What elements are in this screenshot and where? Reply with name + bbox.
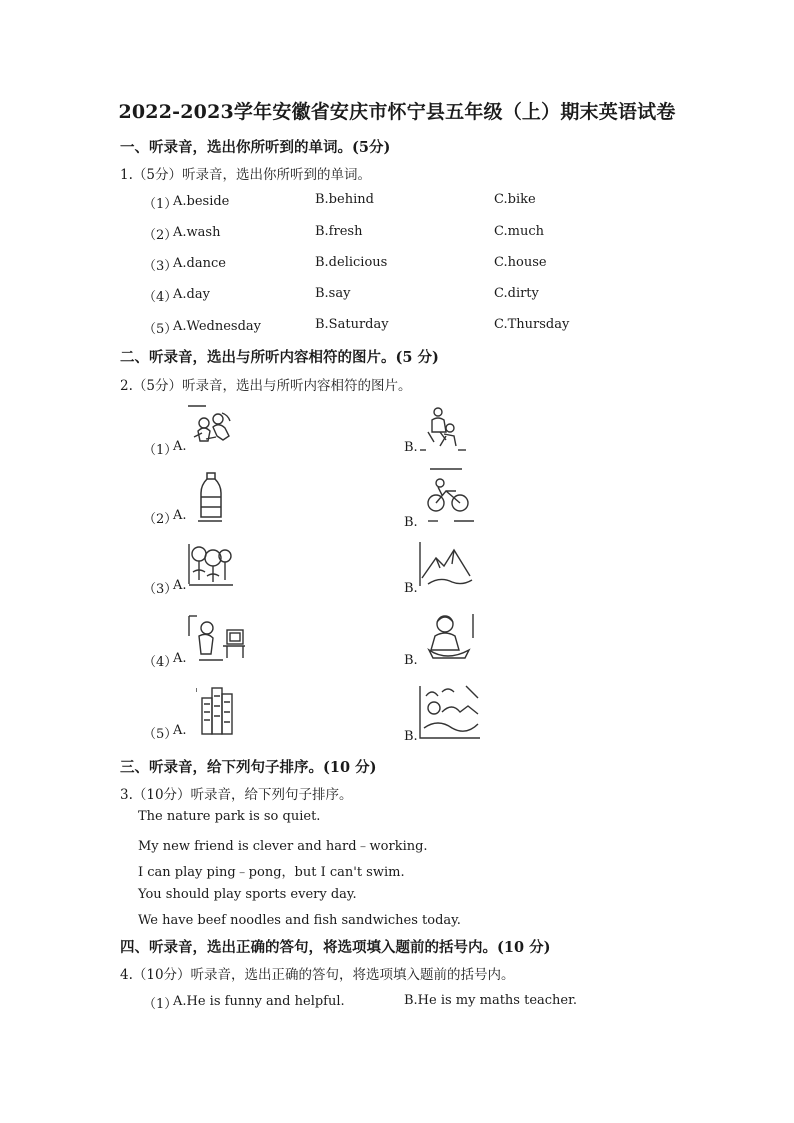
answer-row-num: （1） <box>143 997 178 1012</box>
mountains-icon <box>418 540 476 588</box>
people-talking-icon <box>186 403 236 451</box>
option-row-num: （3） <box>143 259 178 274</box>
sentence-item: I can play ping﹣pong，but I can't swim. <box>138 865 405 880</box>
picture-option-a: A. <box>173 651 187 666</box>
option-a: A.day <box>173 287 210 302</box>
bottle-icon <box>198 471 224 523</box>
question-1: 1.（5分）听录音，选出你所听到的单词。 <box>120 167 371 183</box>
sentence-item: The nature park is so quiet. <box>138 809 321 824</box>
option-b: B.say <box>315 286 351 301</box>
option-row-num: （5） <box>143 322 178 337</box>
option-row-num: （2） <box>143 228 178 243</box>
question-2: 2.（5分）听录音，选出与所听内容相符的图片。 <box>120 378 412 394</box>
tall-buildings-icon <box>196 684 240 736</box>
picture-row-num: （4） <box>143 655 178 670</box>
section-2-heading: 二、听录音，选出与所听内容相符的图片。(5 分) <box>120 349 439 366</box>
option-row-num: （1） <box>143 197 178 212</box>
option-c: C.house <box>494 255 547 270</box>
sentence-item: We have beef noodles and fish sandwiches today. <box>138 913 461 928</box>
section-3-heading: 三、听录音，给下列句子排序。(10 分) <box>120 759 377 776</box>
picture-option-b: B. <box>404 515 418 530</box>
picture-row-num: （1） <box>143 443 178 458</box>
sentence-item: My new friend is clever and hard﹣working. <box>138 839 428 854</box>
children-playing-icon <box>418 402 468 452</box>
picture-option-a: A. <box>173 578 187 593</box>
question-4: 4.（10分）听录音，选出正确的答句，将选项填入题前的括号内。 <box>120 967 515 983</box>
option-b: B.fresh <box>315 224 363 239</box>
option-c: C.much <box>494 224 544 239</box>
picture-option-a: A. <box>173 439 187 454</box>
option-a: A.dance <box>173 256 226 271</box>
answer-option-b: B.He is my maths teacher. <box>404 993 578 1008</box>
option-b: B.Saturday <box>315 317 389 332</box>
forest-icon <box>187 542 235 588</box>
option-b: B.behind <box>315 192 374 207</box>
question-3: 3.（10分）听录音，给下列句子排序。 <box>120 787 353 803</box>
picture-row-num: （5） <box>143 727 178 742</box>
option-row-num: （4） <box>143 290 178 305</box>
option-b: B.delicious <box>315 255 388 270</box>
picture-option-a: A. <box>173 723 187 738</box>
option-a: A.wash <box>173 225 221 240</box>
girl-washing-clothes-icon <box>425 612 477 664</box>
picture-option-b: B. <box>404 653 418 668</box>
picture-row-num: （3） <box>143 582 178 597</box>
picture-option-b: B. <box>404 440 418 455</box>
boy-at-computer-icon <box>187 614 247 662</box>
section-1-heading: 一、听录音，选出你所听到的单词。(5分) <box>120 139 391 156</box>
section-4-heading: 四、听录音，选出正确的答句，将选项填入题前的括号内。(10 分) <box>120 939 551 956</box>
bicycle-icon <box>418 465 478 525</box>
page-title: 2022-2023学年安徽省安庆市怀宁县五年级（上）期末英语试卷 <box>118 101 676 123</box>
picture-option-a: A. <box>173 508 187 523</box>
river-landscape-icon <box>418 682 482 740</box>
option-c: C.bike <box>494 192 536 207</box>
answer-option-a: A.He is funny and helpful. <box>173 994 345 1009</box>
picture-option-b: B. <box>404 729 418 744</box>
picture-row-num: （2） <box>143 512 178 527</box>
picture-option-b: B. <box>404 581 418 596</box>
option-c: C.Thursday <box>494 317 570 332</box>
option-c: C.dirty <box>494 286 539 301</box>
option-a: A.Wednesday <box>173 319 261 334</box>
option-a: A.beside <box>173 194 230 209</box>
sentence-item: You should play sports every day. <box>138 887 357 902</box>
